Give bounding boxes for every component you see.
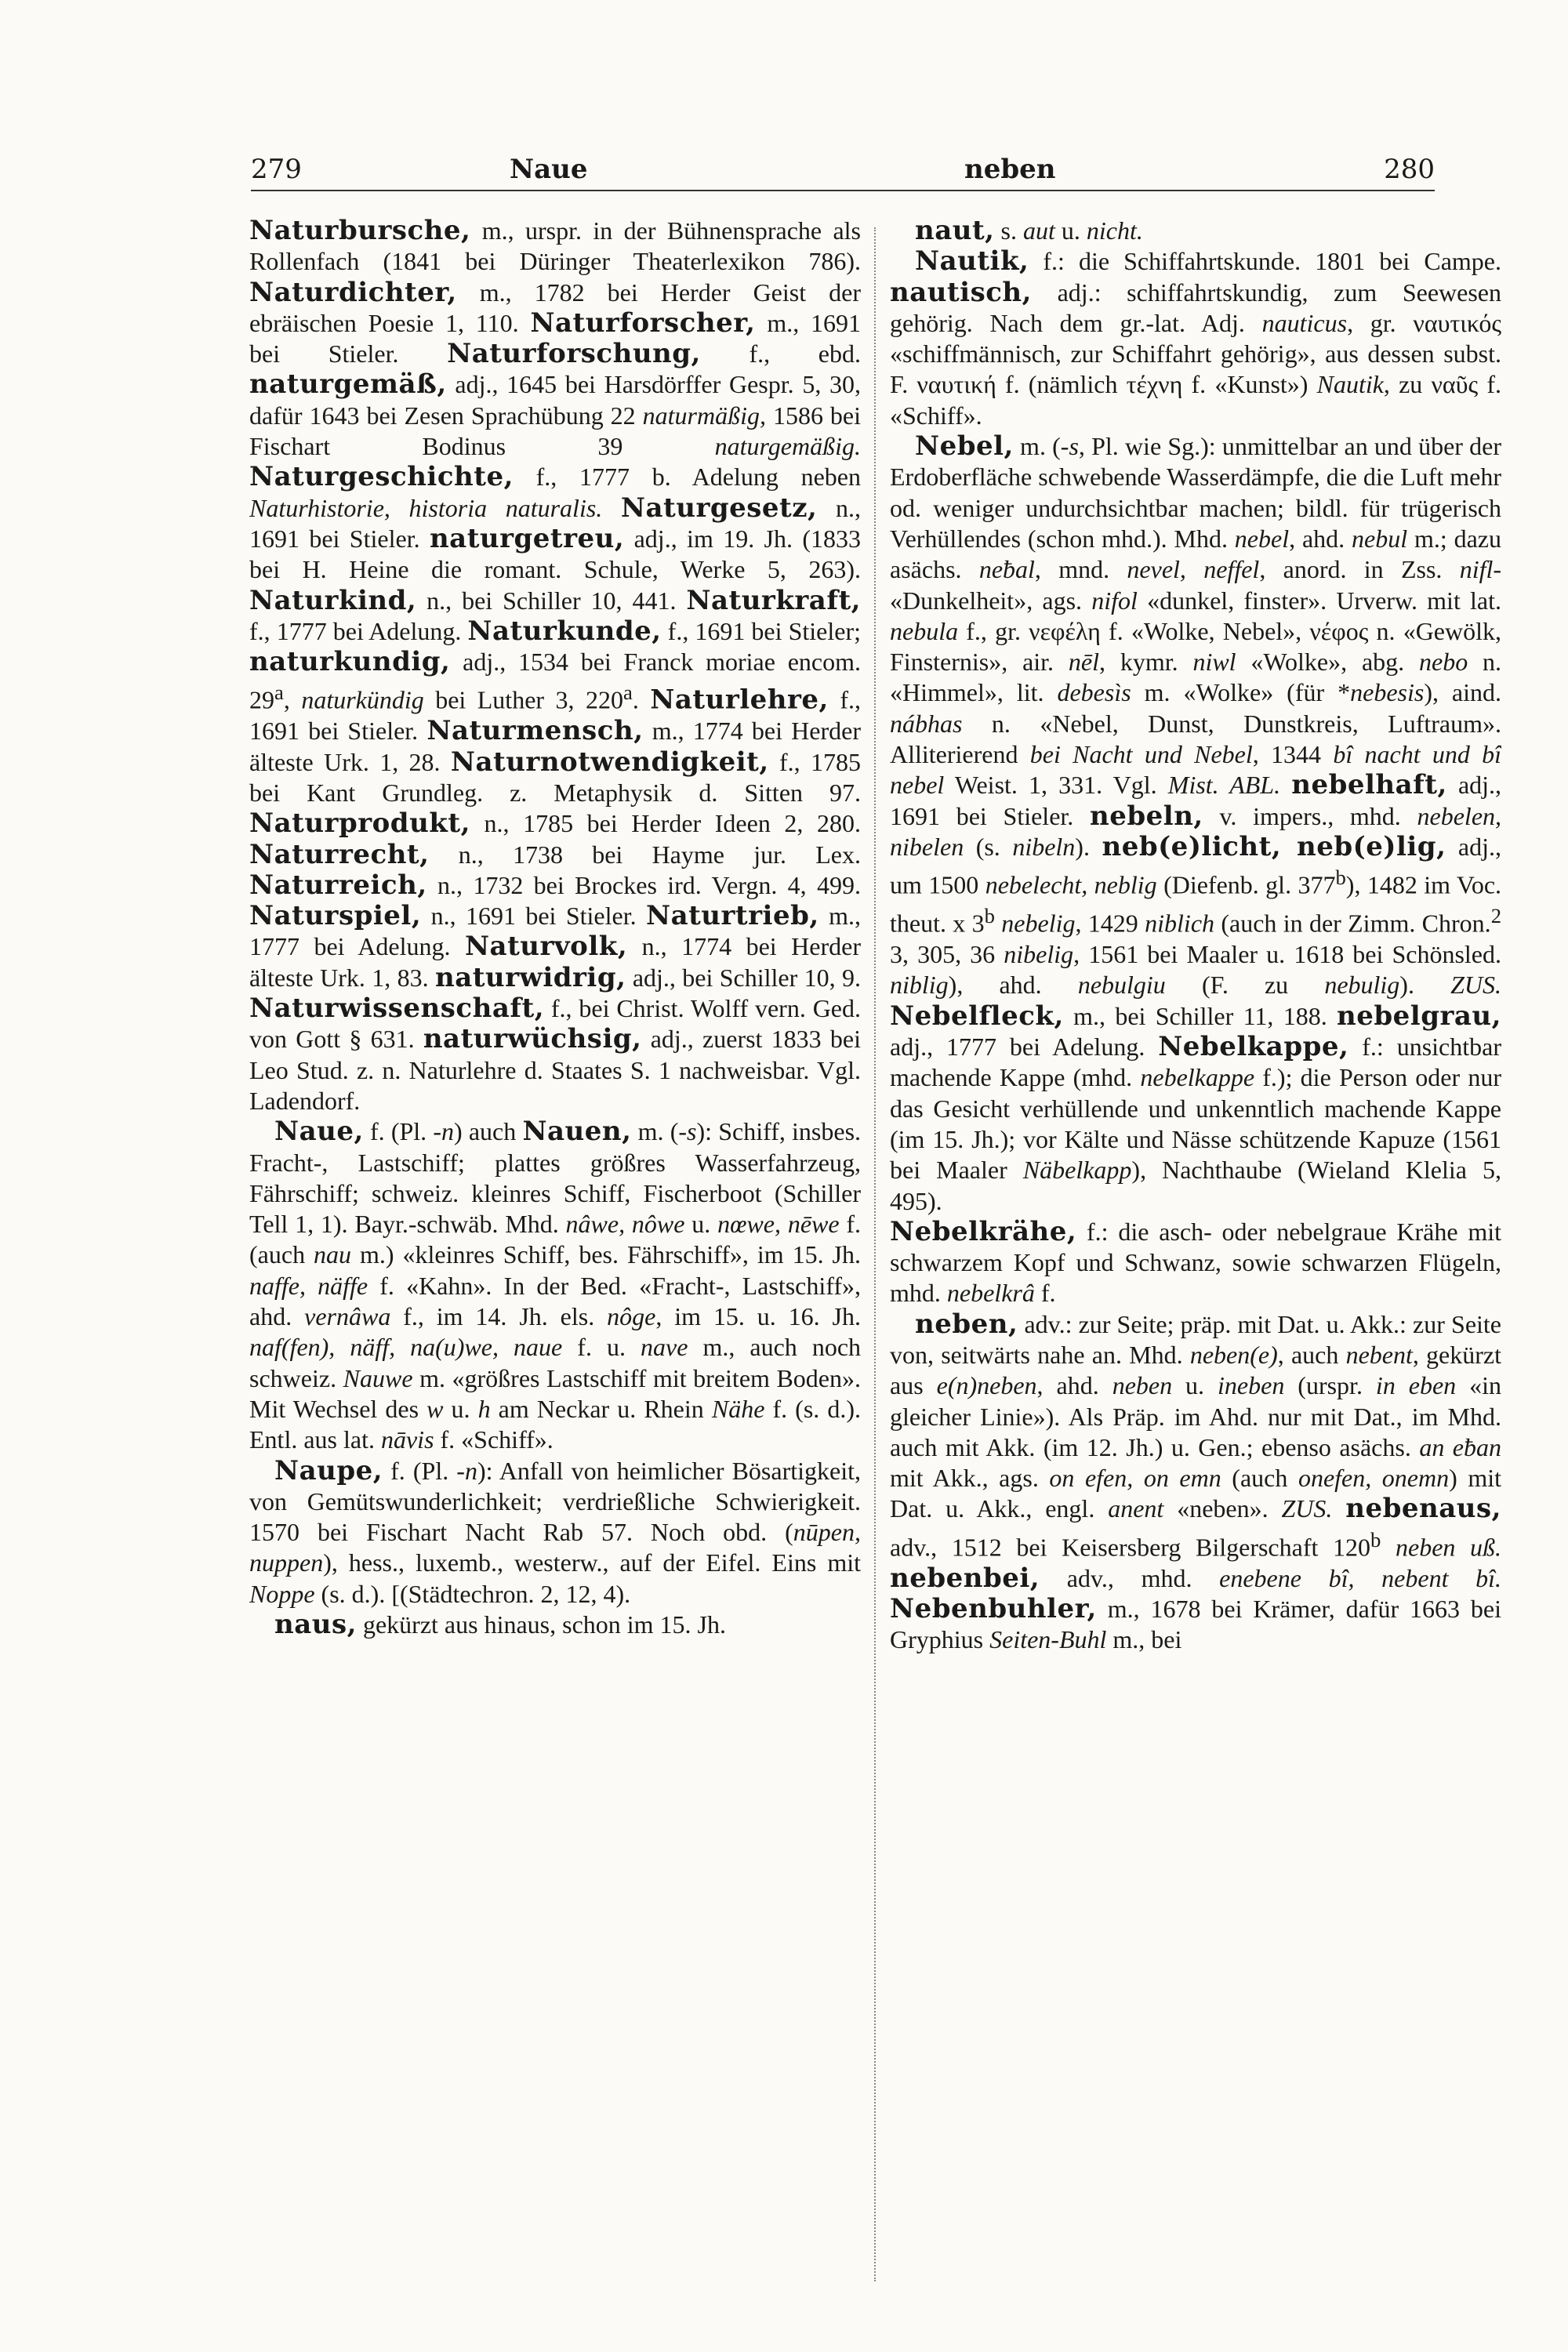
entry-nebel: Nebel, m. (-s, Pl. wie Sg.): unmittelbar an und über der Erdoberfläche schwebende Wasserdämpfe, die die Luft mehr od. weniger undurchsichtbar machen; bildl. für trügerisch Verhüllendes (schon mhd.). Mhd. nebel, ahd. nebul m.; dazu asächs. neƀal, mnd. nevel, neffel, anord. in Zss. nifl- «Dunkelheit», ags. nifol «dunkel, finster». Urverw. mit lat. nebula f., gr. νεφέλη f. «Wolke, Nebel», νέφος n. «Gewölk, Finsternis», air. nēl, kymr. niwl «Wolke», abg. nebo n. «Himmel», lit. debesìs m. «Wolke» (für *nebesis), aind. nábhas n. «Nebel, Dunst, Dunstkreis, Luftraum». Alliterierend bei Nacht und Nebel, 1344 bî nacht und bî nebel Weist. 1, 331. Vgl. Mist. ABL. nebelhaft, adj., 1691 bei Stieler. nebeln, v. impers., mhd. nebelen, nibelen (s. nibeln). neb(e)licht, neb(e)lig, adj., um 1500 nebelecht, neblig (Diefenb. gl. 377$^b$), 1482 im Voc. theut. x 3$^b$ nebelig, 1429 niblich (auch in der Zimm. Chron.$^2$ 3, 305, 36 nibelig, 1561 bei Maaler u. 1618 bei Schönsled. niblig), ahd. nebulgiu (F. zu nebulig). ZUS. Nebelfleck, m., bei Schiller 11, 188. nebelgrau, adj., 1777 bei Adelung. Nebelkappe, f.: unsichtbar machende Kappe (mhd. nebelkappe f.); die Person oder nur das Gesicht verhüllende und unkenntlich machende Kappe (im 15. Jh.); vor Kälte und Nässe schützende Kapuze (1561 bei Maaler Näbelkapp), Nachthaube (Wieland Klelia 5, 495).	[890, 430, 1501, 1215]
left-running-headword: Naue	[510, 154, 588, 185]
entry-naturbursche: Naturbursche, m., urspr. in der Bühnensprache als Rollenfach (1841 bei Düringer Theaterlexikon 786). Naturdichter, m., 1782 bei Herder Geist der ebräischen Poesie 1, 110. Naturforscher, m., 1691 bei Stieler. Naturforschung, f., ebd. naturgemäß, adj., 1645 bei Harsdörffer Gespr. 5, 30, dafür 1643 bei Zesen Sprachübung 22 naturmäßig, 1586 bei Fischart Bodinus 39 naturgemäßig. Naturgeschichte, f., 1777 b. Adelung neben Naturhistorie, historia naturalis. Naturgesetz, n., 1691 bei Stieler. naturgetreu, adj., im 19. Jh. (1833 bei H. Heine die romant. Schule, Werke 5, 263). Naturkind, n., bei Schiller 10, 441. Naturkraft, f., 1777 bei Adelung. Naturkunde, f., 1691 bei Stieler; naturkundig, adj., 1534 bei Franck moriae encom. 29$^a$, naturkündig bei Luther 3, 220$^a$. Naturlehre, f., 1691 bei Stieler. Naturmensch, m., 1774 bei Herder älteste Urk. 1, 28. Naturnotwendigkeit, f., 1785 bei Kant Grundleg. z. Metaphysik d. Sitten 97. Naturprodukt, n., 1785 bei Herder Ideen 2, 280. Naturrecht, n., 1738 bei Hayme jur. Lex. Naturreich, n., 1732 bei Brockes ird. Vergn. 4, 499. Naturspiel, n., 1691 bei Stieler. Naturtrieb, m., 1777 bei Adelung. Naturvolk, n., 1774 bei Herder älteste Urk. 1, 83. naturwidrig, adj., bei Schiller 10, 9. Naturwissenschaft, f., bei Christ. Wolff vern. Ged. von Gott § 631. naturwüchsig, adj., zuerst 1833 bei Leo Stud. z. n. Naturlehre d. Staates S. 1 nachweisbar. Vgl. Ladendorf.	[249, 216, 861, 1115]
column-divider	[874, 227, 876, 2281]
entry-nebelkraehe: Nebelkrähe, f.: die asch- oder nebelgraue Krähe mit schwarzem Kopf und Schwanz, sowie schwarzen Flügeln, mhd. nebelkrâ f.	[890, 1215, 1501, 1308]
running-header	[251, 154, 1435, 191]
entry-naus: naus, gekürzt aus hinaus, schon im 15. Jh.	[274, 1609, 726, 1641]
entry-naue: Naue, f. (Pl. -n) auch Nauen, m. (-s): Schiff, insbes. Fracht-, Lastschiff; plattes größres Wasserfahrzeug, Fährschiff; schweiz. kleinres Schiff, Fischerboot (Schiller Tell 1, 1). Bayr.-schwäb. Mhd. nâwe, nôwe u. nœwe, nēwe f. (auch nau m.) «kleinres Schiff, bes. Fährschiff», im 15. Jh. naffe, näffe f. «Kahn». In der Bed. «Fracht-, Lastschiff», ahd. vernâwa f., im 14. Jh. els. nôge, im 15. u. 16. Jh. naf(fen), näff, na(u)we, naue f. u. nave m., auch noch schweiz. Nauwe m. «größres Lastschiff mit breitem Boden». Mit Wechsel des w u. h am Neckar u. Rhein Nähe f. (s. d.). Entl. aus lat. nāvis f. «Schiff».	[249, 1116, 861, 1454]
left-page-number: 279	[251, 154, 302, 185]
entry-naut: naut, s. aut u. nicht.	[915, 216, 1143, 246]
entry-nautik: Nautik, f.: die Schiffahrtskunde. 1801 bei Campe. nautisch, adj.: schiffahrtskundig, zum Seewesen gehörig. Nach dem gr.-lat. Adj. nauticus, gr. ναυτικός «schiffmännisch, zur Schiffahrt gehörig», aus dessen subst. F. ναυτική f. (nämlich τέχνη f. «Kunst») Nautik, zu ναῦς f. «Schiff».	[890, 245, 1501, 430]
right-column	[890, 216, 1501, 2301]
entry-naupe: Naupe, f. (Pl. -n): Anfall von heimlicher Bösartigkeit, von Gemütswunderlichkeit; verdrießliche Schwierigkeit. 1570 bei Fischart Nacht Rab 57. Noch obd. (nūpen, nuppen), hess., luxemb., westerw., auf der Eifel. Eins mit Noppe (s. d.). [(Städtechron. 2, 12, 4).	[249, 1454, 861, 1608]
right-page-number: 280	[1384, 154, 1435, 185]
right-running-headword: neben	[964, 154, 1056, 185]
left-column	[249, 216, 861, 2301]
entry-neben: neben, adv.: zur Seite; präp. mit Dat. u. Akk.: zur Seite von, seitwärts nahe an. Mhd. neben(e), auch nebent, gekürzt aus e(n)neben, ahd. neben u. ineben (urspr. in eben «in gleicher Linie»). Als Präp. im Ahd. nur mit Dat., im Mhd. auch mit Akk. (im 12. Jh.) u. Gen.; ebenso asächs. an eƀan mit Akk., ags. on efen, on emn (auch onefen, onemn) mit Dat. u. Akk., engl. anent «neben». ZUS. nebenaus, adv., 1512 bei Keisersberg Bilgerschaft 120$^b$ neben uß. nebenbei, adv., mhd. enebene bî, nebent bî. Nebenbuhler, m., 1678 bei Krämer, dafür 1663 bei Gryphius Seiten-Buhl m., bei	[890, 1308, 1501, 1654]
